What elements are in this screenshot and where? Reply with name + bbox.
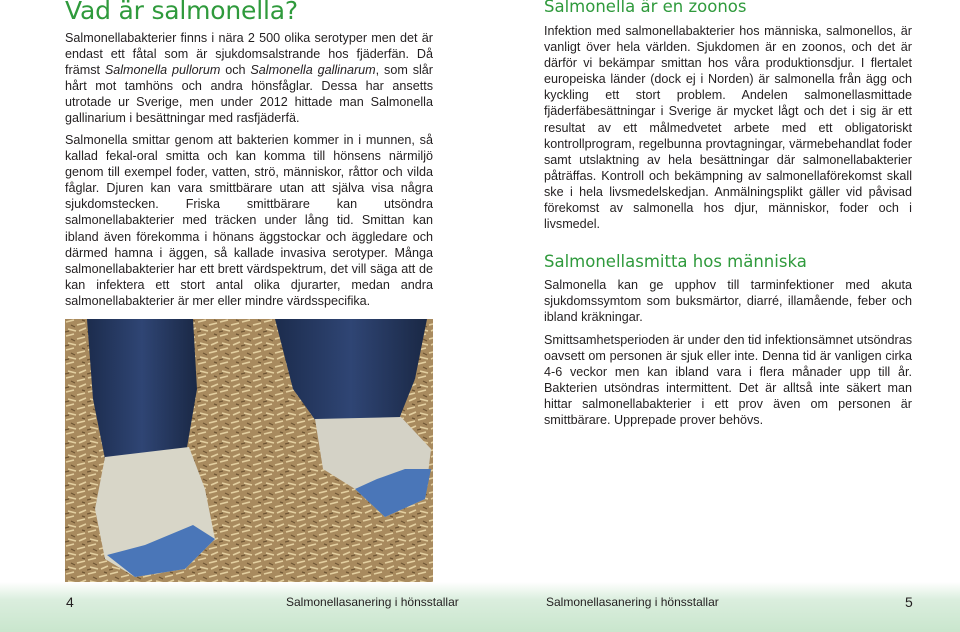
right-running-title: Salmonellasanering i hönsstallar	[546, 595, 719, 609]
zoonos-paragraph: Infektion med salmonellabakterier hos människa, salmonellos, är vanligt över hela världen. Sjukdomen är en zoonos, och det är därför vi bekämpar smittan hos våra produktionsdjur. I flertalet europeiska länder (dock ej i Norden) är salmonella från ägg och kyckling ett stort problem. Andelen salmonellasmittade fjäderfäbesättningar i Sverige är mycket lågt och det i sig är ett resultat av ett målmedvetet arbete med ett obligatoriskt kontrollprogram, regelbunna provtagningar, värmebehandlat foder samt utslaktning av hela besättningar där salmonellabakterier påträffas. Kontroll och bekämpning av salmonellaförekomst skall ske i hela livsmedelskedjan. Anmälningsplikt gäller vid påvisad förekomst av salmonella hos djur, människor, foder och i livsmedel.	[544, 24, 912, 232]
left-page-number: 4	[66, 594, 74, 610]
right-page-number: 5	[905, 594, 913, 610]
boots-in-litter-photo	[65, 319, 433, 583]
zoonos-heading: Salmonella är en zoonos	[544, 0, 747, 16]
page-footer	[0, 582, 960, 632]
intro-paragraph: Salmonellabakterier finns i nära 2 500 olika serotyper men det är endast ett fåtal som är sjukdomsalstrande hos fjäderfän. Då främst Salmonella pullorum och Salmonella gallinarum, som slår hårt mot tamhöns och andra hönsfåglar. Dessa har ansetts utrotade ur Sverige, men under 2012 hittade man Salmonella gallinarium i besättningar med rasfjäderfä.	[65, 31, 433, 126]
page-title: Vad är salmonella?	[65, 0, 298, 25]
symptoms-paragraph: Salmonella kan ge upphov till tarminfektioner med akuta sjukdomssymtom som buksmärtor, diarré, illamående, feber och ibland kräkningar.	[544, 278, 912, 325]
species-name-pullorum: Salmonella pullorum	[104, 63, 221, 78]
transmission-paragraph: Salmonella smittar genom att bakterien kommer in i munnen, så kallad fekal-oral smitta och kan komma till hönsens närmiljö genom till exempel foder, vatten, strö, människor, råttor och vilda fåglar. Djuren kan vara smittbärare utan att själva visa några sjukdomstecken. Friska smittbärare kan utsöndra salmonellabakterier med träcken under lång tid. Smittan kan ibland även förekomma i hönans äggstockar och äggledare och därmed hamna i äggen, så kallade invasiva serotyper. Många salmonellabakterier har ett brett värdspektrum, det vill säga att de kan infektera ett stort antal olika djurarter, medan andra salmonellabakterier är mer eller mindre värdsspecifika.	[65, 133, 433, 308]
human-infection-heading: Salmonellasmitta hos människa	[544, 252, 807, 271]
species-name-gallinarum: Salmonella gallinarum	[250, 63, 376, 78]
contagious-period-paragraph: Smittsamhetsperioden är under den tid infektionsämnet utsöndras oavsett om personen är sjuk eller inte. Denna tid är vanligen cirka 4-6 veckor men kan ibland vara i flera månader upp till år. Bakterien utsöndras intermittent. Det är alltså inte säkert man hittar salmonellabakterier i ett prov även om personen är smittbärare. Upprepade prover behövs.	[544, 333, 912, 428]
left-running-title: Salmonellasanering i hönsstallar	[286, 595, 459, 609]
